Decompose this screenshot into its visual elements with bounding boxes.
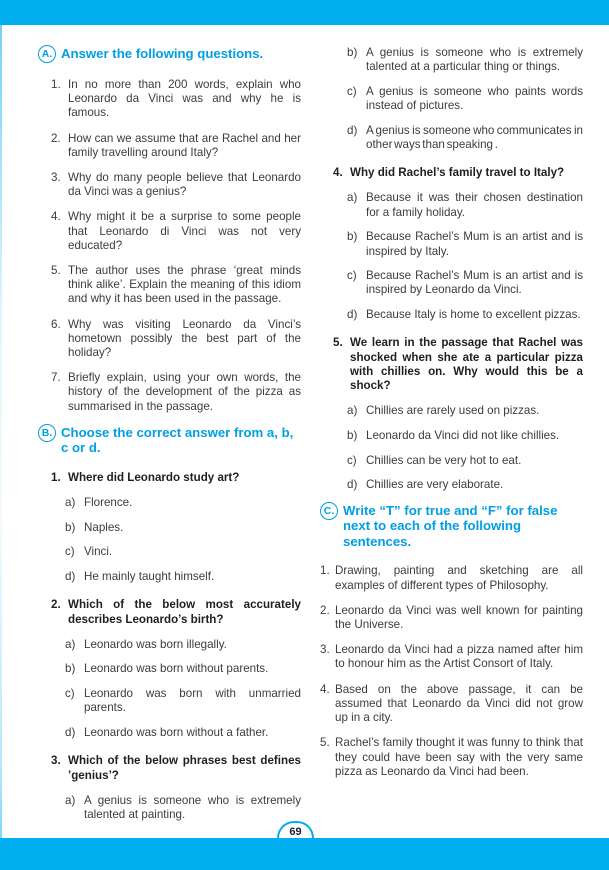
question-number: 1. bbox=[51, 470, 61, 484]
option-item bbox=[320, 46, 583, 74]
question-text: In no more than 200 words, explain who Leonardo da Vinci was and why he is famous. bbox=[68, 78, 301, 120]
option-item bbox=[320, 85, 583, 113]
section-a-header bbox=[38, 46, 301, 63]
option-item bbox=[38, 687, 301, 715]
option-text: A genius is someone who paints words instead of pictures. bbox=[366, 84, 583, 113]
option-item bbox=[38, 521, 301, 535]
statement-number: 3. bbox=[320, 643, 330, 657]
option-item bbox=[320, 308, 583, 322]
question-item bbox=[38, 78, 301, 121]
question-text: How can we assume that are Rachel and her family travelling around Italy? bbox=[68, 131, 301, 159]
section-a-letter-badge: A. bbox=[38, 45, 56, 63]
section-c-title: Write “T” for true and “F” for false next to each of the following sentences. bbox=[343, 502, 558, 549]
statement-number: 5. bbox=[320, 736, 330, 750]
right-column bbox=[320, 46, 583, 838]
option-label: a) bbox=[65, 496, 76, 510]
option-text: A genius is someone who is extremely talented at painting. bbox=[84, 793, 301, 821]
option-text: Chillies are rarely used on pizzas. bbox=[366, 404, 540, 418]
option-label: d) bbox=[65, 726, 76, 740]
option-text: Leonardo was born illegally. bbox=[84, 637, 227, 651]
option-item bbox=[38, 545, 301, 559]
option-label: a) bbox=[65, 637, 76, 651]
option-item bbox=[38, 662, 301, 676]
option-text: Vinci. bbox=[84, 545, 113, 559]
option-label: c) bbox=[65, 545, 75, 559]
section-b-header bbox=[38, 425, 301, 456]
option-text: Chillies are very elaborate. bbox=[366, 478, 504, 492]
statement-item bbox=[320, 564, 583, 592]
option-text: A genius is someone who communicates in other ways than speaking . bbox=[366, 123, 583, 152]
option-label: b) bbox=[347, 428, 358, 442]
question-text: Why do many people believe that Leonardo da Vinci was a genius? bbox=[68, 171, 301, 199]
option-item bbox=[38, 496, 301, 510]
question-number: 4. bbox=[333, 166, 343, 180]
option-item bbox=[38, 638, 301, 652]
bottom-border-bar bbox=[0, 838, 609, 870]
left-column bbox=[38, 46, 301, 838]
option-text: Naples. bbox=[84, 520, 124, 534]
option-item bbox=[320, 404, 583, 418]
section-c-letter-badge: C. bbox=[320, 502, 338, 520]
option-label: d) bbox=[65, 570, 76, 584]
top-border-bar bbox=[0, 0, 609, 25]
option-text: Florence. bbox=[84, 496, 133, 510]
option-label: d) bbox=[347, 123, 358, 137]
option-label: a) bbox=[347, 191, 358, 205]
section-c-header bbox=[320, 503, 583, 550]
question-number: 3. bbox=[51, 754, 61, 768]
option-item bbox=[38, 570, 301, 584]
option-label: d) bbox=[347, 478, 358, 492]
option-label: c) bbox=[65, 687, 75, 701]
question-text: We learn in the passage that Rachel was shocked when she ate a particular pizza with chillies on. Why would this be a shock? bbox=[350, 336, 583, 392]
option-item bbox=[320, 191, 583, 219]
question-number: 5. bbox=[51, 264, 61, 278]
option-text: A genius is someone who is extremely talented at a particular thing or things. bbox=[366, 46, 583, 74]
question-number: 2. bbox=[51, 131, 61, 145]
option-text: Because Italy is home to excellent pizzas. bbox=[366, 308, 581, 322]
question-text: Why might it be a surprise to some people that Leonardo di Vinci was not very educated? bbox=[68, 210, 301, 252]
option-label: b) bbox=[65, 520, 76, 534]
question-item bbox=[38, 171, 301, 199]
question-text: Briefly explain, using your own words, the history of the development of the pizza as summarised in the passage. bbox=[68, 371, 301, 413]
option-text: Chillies can be very hot to eat. bbox=[366, 453, 522, 467]
question-number: 7. bbox=[51, 371, 61, 385]
statement-item bbox=[320, 643, 583, 671]
question-number: 2. bbox=[51, 598, 61, 612]
section-a-title: Answer the following questions. bbox=[61, 46, 264, 61]
option-label: b) bbox=[347, 230, 358, 244]
question-item bbox=[38, 318, 301, 361]
question-item bbox=[38, 264, 301, 307]
page-content bbox=[0, 25, 609, 838]
section-b-title: Choose the correct answer from a, b, c or d. bbox=[61, 424, 294, 456]
option-item bbox=[320, 454, 583, 468]
section-b-letter-badge: B. bbox=[38, 424, 56, 442]
statement-number: 2. bbox=[320, 603, 330, 617]
option-label: b) bbox=[65, 662, 76, 676]
statement-text: Leonardo da Vinci had a pizza named after him to honour him as the Artist Consort of Italy. bbox=[335, 643, 583, 671]
option-label: c) bbox=[347, 84, 357, 98]
option-label: a) bbox=[347, 404, 358, 418]
statement-text: Based on the above passage, it can be assumed that Leonardo da Vinci did not grow up in a city. bbox=[335, 682, 583, 725]
question-text: The author uses the phrase ‘great minds think alike’. Explain the meaning of this idiom and why it has been used in the passage. bbox=[68, 264, 301, 306]
option-text: Because it was their chosen destination for a family holiday. bbox=[366, 191, 583, 219]
option-label: b) bbox=[347, 46, 358, 59]
option-item bbox=[38, 794, 301, 822]
question-item bbox=[38, 132, 301, 160]
option-text: Leonardo was born with unmarried parents. bbox=[84, 687, 301, 715]
question-text: Why did Rachel’s family travel to Italy? bbox=[350, 166, 565, 180]
option-item bbox=[320, 230, 583, 258]
option-label: d) bbox=[347, 308, 358, 322]
question-item bbox=[38, 598, 301, 626]
statement-number: 1. bbox=[320, 564, 330, 578]
question-text: Which of the below most accurately describes Leonardo’s birth? bbox=[68, 598, 301, 626]
statement-text: Rachel’s family thought it was funny to think that they could have been say with the very same pizza as Leonardo da Vinci had been. bbox=[335, 736, 583, 778]
option-item bbox=[320, 269, 583, 297]
page-number: 69 bbox=[289, 826, 302, 838]
option-item bbox=[38, 726, 301, 740]
question-text: Why was visiting Leonardo da Vinci’s hometown possibly the best part of the holiday? bbox=[68, 317, 301, 360]
option-text: Leonardo was born without a father. bbox=[84, 726, 269, 740]
question-item bbox=[38, 471, 301, 485]
question-item bbox=[38, 754, 301, 782]
option-label: c) bbox=[347, 453, 357, 467]
statement-item bbox=[320, 604, 583, 632]
question-item bbox=[38, 371, 301, 414]
option-text: Leonardo was born without parents. bbox=[84, 662, 269, 676]
question-text: Where did Leonardo study art? bbox=[68, 470, 240, 484]
question-text: Which of the below phrases best defines ’genius’? bbox=[68, 754, 301, 782]
question-number: 3. bbox=[51, 171, 61, 185]
option-text: Leonardo da Vinci did not like chillies. bbox=[366, 428, 560, 442]
question-number: 1. bbox=[51, 78, 61, 91]
question-number: 6. bbox=[51, 317, 61, 331]
statement-text: Drawing, painting and sketching are all examples of different types of Philosophy. bbox=[335, 564, 583, 592]
statement-text: Leonardo da Vinci was well known for painting the Universe. bbox=[335, 603, 583, 632]
statement-item bbox=[320, 683, 583, 726]
question-number: 4. bbox=[51, 210, 61, 224]
option-item bbox=[320, 124, 583, 152]
statement-item bbox=[320, 736, 583, 779]
option-item bbox=[320, 478, 583, 492]
option-text: He mainly taught himself. bbox=[84, 570, 215, 584]
option-text: Because Rachel’s Mum is an artist and is inspired by Leonardo da Vinci. bbox=[366, 269, 583, 297]
option-label: a) bbox=[65, 793, 76, 807]
option-text: Because Rachel’s Mum is an artist and is inspired by Italy. bbox=[366, 230, 583, 258]
question-item bbox=[320, 166, 583, 180]
statement-number: 4. bbox=[320, 682, 330, 696]
option-label: c) bbox=[347, 269, 357, 283]
question-item bbox=[38, 210, 301, 253]
question-item bbox=[320, 336, 583, 393]
question-number: 5. bbox=[333, 336, 343, 350]
option-item bbox=[320, 429, 583, 443]
